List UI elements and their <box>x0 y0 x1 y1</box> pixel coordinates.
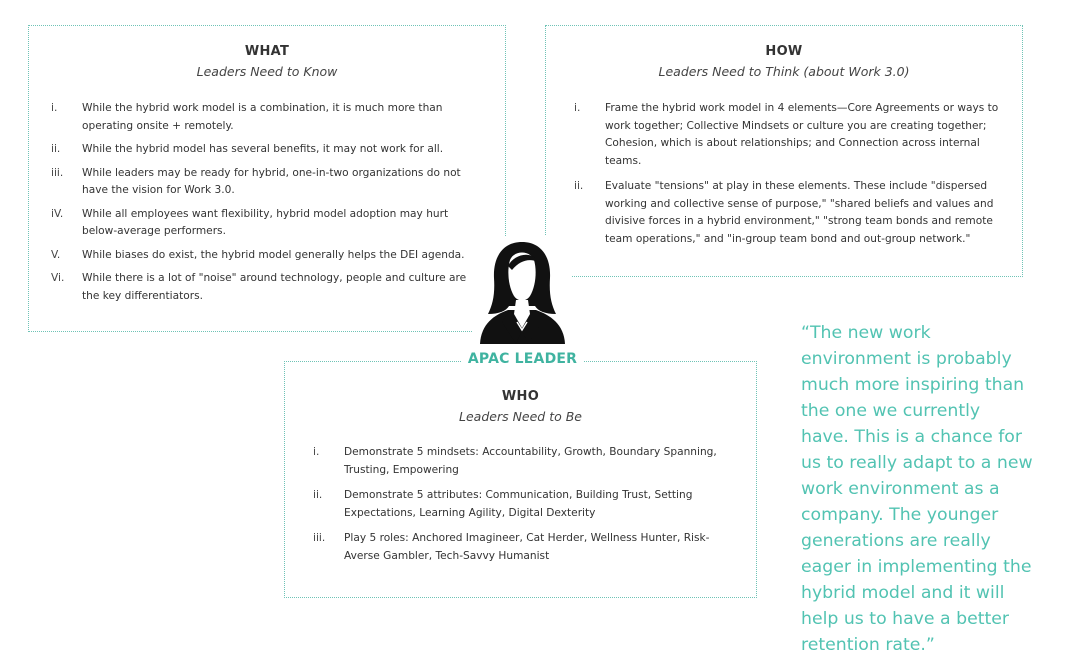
how-subtitle: Leaders Need to Think (about Work 3.0) <box>658 64 910 79</box>
list-item <box>51 247 476 265</box>
list-item <box>313 444 733 479</box>
item-number: Vi. <box>51 272 65 284</box>
item-text: While biases do exist, the hybrid model generally helps the DEI agenda. <box>82 248 465 261</box>
item-number: i. <box>574 102 581 114</box>
how-header <box>546 26 1022 79</box>
item-number: iV. <box>51 207 64 220</box>
item-text: Play 5 roles: Anchored Imagineer, Cat Herder, Wellness Hunter, Risk-Averse Gambler, Tech-Savvy Humanist <box>344 532 710 562</box>
item-number: iii. <box>51 166 64 179</box>
what-subtitle: Leaders Need to Know <box>196 64 338 79</box>
item-number: V. <box>51 248 61 261</box>
who-panel <box>284 361 757 598</box>
female-leader-silhouette-icon <box>472 236 572 348</box>
how-title: HOW <box>765 44 803 59</box>
list-item <box>51 270 476 305</box>
who-list <box>313 444 733 573</box>
list-item <box>313 530 733 565</box>
item-text: Demonstrate 5 attributes: Communication, Building Trust, Setting Expectations, Learning Agility, Digital Dexterity <box>344 489 693 519</box>
list-item <box>51 206 476 241</box>
list-item <box>574 178 1004 248</box>
who-title: WHO <box>501 389 540 404</box>
item-number: ii. <box>574 180 584 192</box>
item-text: While all employees want flexibility, hybrid model adoption may hurt below-average performers. <box>82 207 449 237</box>
what-header <box>29 26 505 79</box>
item-text: Frame the hybrid work model in 4 elements—Core Agreements or ways to work together; Collective Mindsets or culture you are creating together; Cohesion, which is about relationships; and Connection across internal teams. <box>605 102 999 167</box>
item-number: iii. <box>313 532 326 544</box>
list-item <box>51 100 476 135</box>
list-item <box>51 141 476 159</box>
item-text: While there is a lot of "noise" around technology, people and culture are the key differentiators. <box>82 272 467 302</box>
list-item <box>51 165 476 200</box>
list-item <box>313 487 733 522</box>
who-header <box>285 362 756 424</box>
how-panel <box>545 25 1023 277</box>
what-title: WHAT <box>244 44 290 59</box>
item-number: ii. <box>51 143 61 155</box>
how-list <box>574 100 1004 256</box>
item-number: i. <box>313 446 320 458</box>
item-number: i. <box>51 102 58 114</box>
apac-leader-label: APAC LEADER <box>461 347 584 371</box>
item-text: While leaders may be ready for hybrid, one-in-two organizations do not have the vision for Work 3.0. <box>82 166 461 196</box>
item-text: While the hybrid model has several benefits, it may not work for all. <box>82 143 444 155</box>
item-text: Demonstrate 5 mindsets: Accountability, Growth, Boundary Spanning, Trusting, Empowering <box>344 446 717 476</box>
item-text: While the hybrid work model is a combination, it is much more than operating onsite + remotely. <box>82 102 443 132</box>
item-number: ii. <box>313 489 323 501</box>
leader-quote: “The new work environment is probably much more inspiring than the one we currently have. This is a chance for us to really adapt to a new work environment as a company. The younger generations are really eager in implementing the hybrid model and it will help us to have a better retention rate.” <box>801 323 1033 655</box>
list-item <box>574 100 1004 170</box>
what-list <box>51 100 476 311</box>
item-text: Evaluate "tensions" at play in these elements. These include "dispersed working and collective sense of purpose," "shared beliefs and values and divisive forces in a hybrid environment," "strong team bonds and remote team operations," and "in-group team bond and out-group network." <box>605 180 994 245</box>
who-subtitle: Leaders Need to Be <box>459 409 582 424</box>
what-panel <box>28 25 506 332</box>
